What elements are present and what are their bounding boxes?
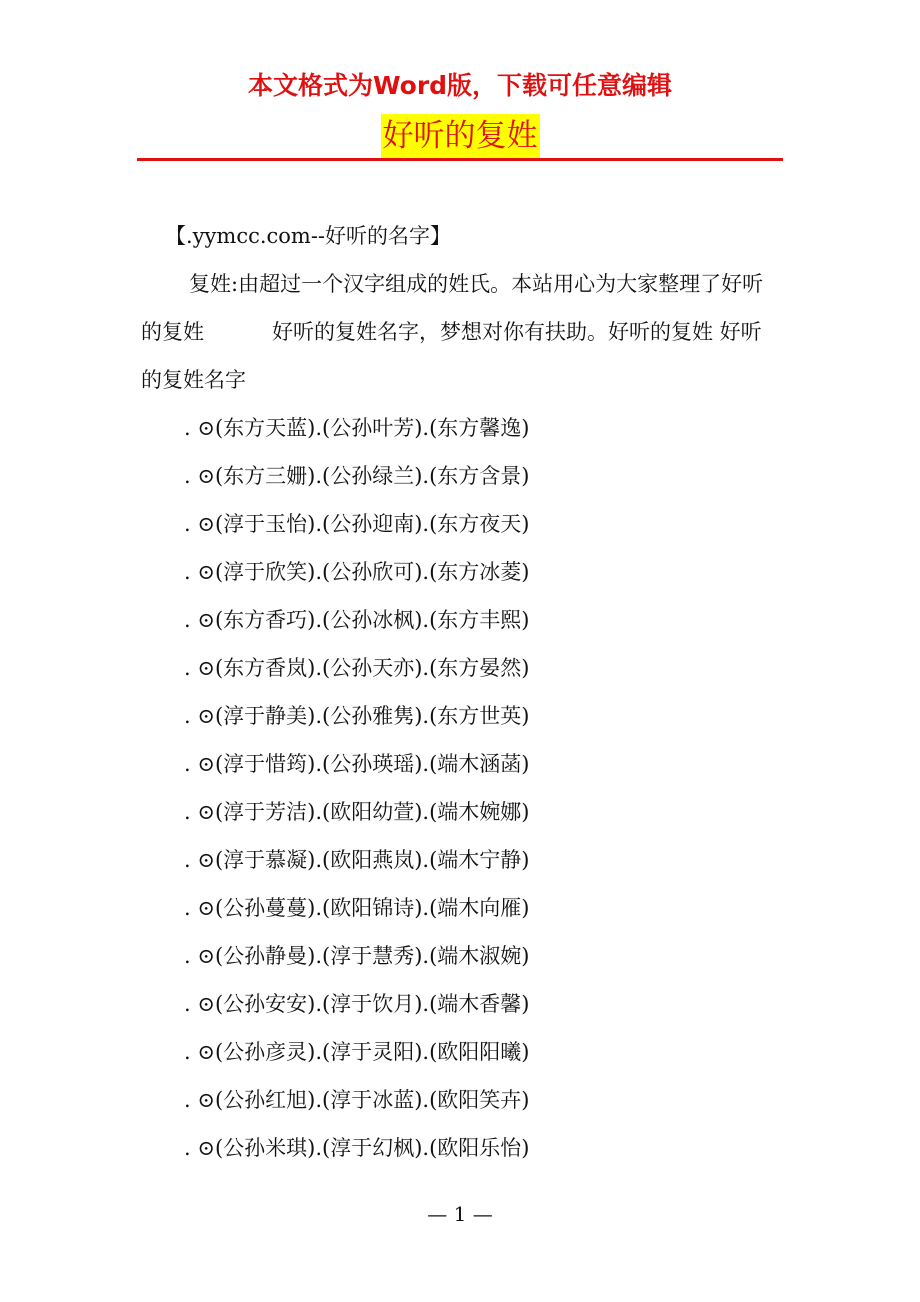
list-item: . ⊙(公孙蔓蔓).(欧阳锦诗).(端木向雁) bbox=[184, 896, 530, 920]
intro-text-1: 复姓:由超过一个汉字组成的姓氏。本站用心为大家整理了好听的复姓 bbox=[141, 272, 764, 344]
document-body bbox=[141, 212, 781, 1172]
intro-paragraph bbox=[141, 260, 781, 404]
list-item: . ⊙(淳于玉怡).(公孙迎南).(东方夜天) bbox=[184, 512, 530, 536]
list-item: . ⊙(淳于芳洁).(欧阳幼萱).(端木婉娜) bbox=[184, 800, 530, 824]
document-title: 好听的复姓 bbox=[381, 114, 540, 158]
list-item: . ⊙(公孙安安).(淳于饮月).(端木香馨) bbox=[184, 992, 530, 1016]
list-item: . ⊙(东方香巧).(公孙冰枫).(东方丰熙) bbox=[184, 608, 530, 632]
title-container bbox=[0, 114, 920, 158]
list-item: . ⊙(淳于惜筠).(公孙瑛瑶).(端木涵菡) bbox=[184, 752, 530, 776]
title-divider bbox=[137, 158, 783, 161]
page-number: — 1 — bbox=[427, 1202, 493, 1226]
list-item: . ⊙(公孙米琪).(淳于幻枫).(欧阳乐怡) bbox=[184, 1136, 530, 1160]
source-line: 【.yymcc.com--好听的名字】 bbox=[165, 224, 452, 248]
list-item: . ⊙(东方三姗).(公孙绿兰).(东方含景) bbox=[184, 464, 530, 488]
list-item: . ⊙(公孙静曼).(淳于慧秀).(端木淑婉) bbox=[184, 944, 530, 968]
list-item: . ⊙(公孙彦灵).(淳于灵阳).(欧阳阳曦) bbox=[184, 1040, 530, 1064]
list-item: . ⊙(东方香岚).(公孙天亦).(东方晏然) bbox=[184, 656, 530, 680]
list-item: . ⊙(淳于静美).(公孙雅隽).(东方世英) bbox=[184, 704, 530, 728]
name-list bbox=[141, 404, 781, 1172]
list-item: . ⊙(公孙红旭).(淳于冰蓝).(欧阳笑卉) bbox=[184, 1088, 530, 1112]
list-item: . ⊙(淳于欣笑).(公孙欣可).(东方冰菱) bbox=[184, 560, 530, 584]
list-item: . ⊙(东方天蓝).(公孙叶芳).(东方馨逸) bbox=[184, 416, 530, 440]
format-banner: 本文格式为Word版，下载可任意编辑 bbox=[247, 71, 673, 100]
intro-text-2: 好听的复姓名字，梦想对你有扶助。好听的复姓 好听的复姓名字 bbox=[141, 320, 762, 392]
list-item: . ⊙(淳于慕凝).(欧阳燕岚).(端木宁静) bbox=[184, 848, 530, 872]
